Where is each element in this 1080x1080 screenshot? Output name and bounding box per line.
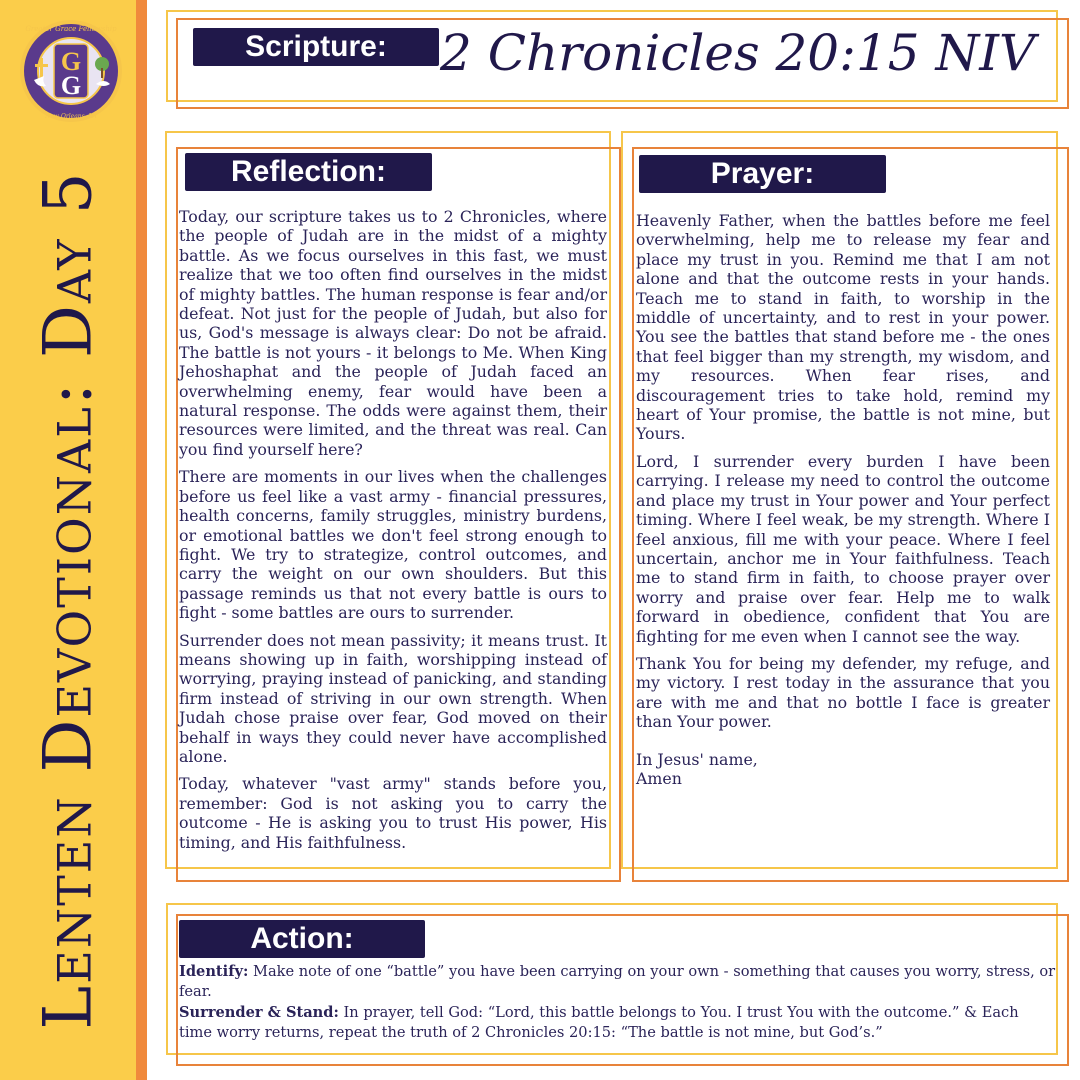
logo-letter-top: G xyxy=(60,47,82,76)
action-item-identify xyxy=(179,962,1056,1001)
prayer-label: Prayer: xyxy=(639,155,886,193)
scripture-reference: 2 Chronicles 20:15 NIV xyxy=(440,24,1036,82)
logo-ring-text-bottom: New Orleans, LA xyxy=(45,113,97,120)
action-label: Action: xyxy=(179,920,425,958)
reflection-paragraph-1: Today, our scripture takes us to 2 Chronicles, where the people of Judah are in the midst of a mighty battle. As we focus ourselves in this fast, we must realize that we too often find ourselves in the midst of mighty battles. The human response is fear and/or defeat. Not just for the people of Judah, but also for us, God's message is always clear: Do not be afraid. The battle is not yours - it belongs to Me. When King Jehoshaphat and the people of Judah faced an overwhelming enemy, fear would have been a natural response. The odds were against them, their resources were limited, and the threat was real. Can you find yourself here? xyxy=(179,207,607,459)
devotional-title: Lenten Devotional: Day 5 xyxy=(29,170,107,1030)
logo-letter-bottom: G xyxy=(60,71,82,100)
reflection-paragraph-3: Surrender does not mean passivity; it means trust. It means showing up in faith, worshipping instead of worrying, praying instead of panicking, and standing firm instead of striving in our own strength. When Judah chose praise over fear, God moved on their behalf in ways they could never have accomplished alone. xyxy=(179,630,607,766)
action-text xyxy=(179,962,1056,1044)
prayer-closing-line-2: Amen xyxy=(636,768,682,788)
reflection-paragraph-2: There are moments in our lives when the challenges before us feel like a vast army - financial pressures, health concerns, family struggles, ministry burdens, or emotional battles we don't feel strong enough to fight. We try to strategize, control outcomes, and carry the weight on our own shoulders. But this passage reminds us that not every battle is ours to fight - some battles are ours to surrender. xyxy=(179,467,607,623)
prayer-paragraph-1: Heavenly Father, when the battles before me feel overwhelming, help me to release my fear and place my trust in you. Remind me that I am not alone and that the outcome rests in your hands. Teach me to stand in faith, to worship in the middle of uncertainty, and to rest in your power. You see the battles that stand before me - the ones that feel bigger than my strength, my wisdom, and my resources. When fear rises, and discouragement tries to take hold, remind my heart of Your promise, the battle is not mine, but Yours. xyxy=(636,211,1050,444)
action-item-identify-title: Identify: xyxy=(179,963,249,980)
sidebar-stripe xyxy=(136,0,147,1080)
reflection-paragraph-4: Today, whatever "vast army" stands before you, remember: God is not asking you to carry the outcome - He is asking you to trust His power, His timing, and His faithfulness. xyxy=(179,774,607,852)
prayer-text xyxy=(636,211,1050,788)
logo-ring-text-top: Greater Grace Fellowship xyxy=(25,25,117,33)
prayer-paragraph-3: Thank You for being my defender, my refuge, and my victory. I rest today in the assurance that you are with me and that no bottle I face is greater than Your power. xyxy=(636,653,1050,732)
church-logo xyxy=(18,18,124,124)
action-item-identify-text: Make note of one “battle” you have been carrying on your own - something that causes you worry, stress, or fear. xyxy=(179,963,1056,1000)
action-item-surrender-title: Surrender & Stand: xyxy=(179,1004,339,1021)
prayer-paragraph-2: Lord, I surrender every burden I have been carrying. I release my need to control the outcome and place my trust in Your power and Your perfect timing. Where I feel weak, be my strength. Where I feel anxious, fill me with your peace. Where I feel uncertain, anchor me in Your faithfulness. Teach me to stand firm in faith, to choose prayer over worry and praise over fear. Help me to walk forward in obedience, confident that You are fighting for me even when I cannot see the way. xyxy=(636,451,1050,646)
scripture-label: Scripture: xyxy=(193,28,439,66)
action-item-surrender xyxy=(179,1003,1056,1042)
reflection-text xyxy=(179,207,607,860)
prayer-closing xyxy=(636,750,1050,789)
reflection-label: Reflection: xyxy=(185,153,432,191)
action-item-surrender-text: In prayer, tell God: “Lord, this battle belongs to You. I trust You with the outcome.” & Each time worry returns, repeat the truth of 2 Chronicles 20:15: “The battle is not mine, but God’s.” xyxy=(179,1004,1019,1041)
prayer-closing-line-1: In Jesus' name, xyxy=(636,749,758,769)
